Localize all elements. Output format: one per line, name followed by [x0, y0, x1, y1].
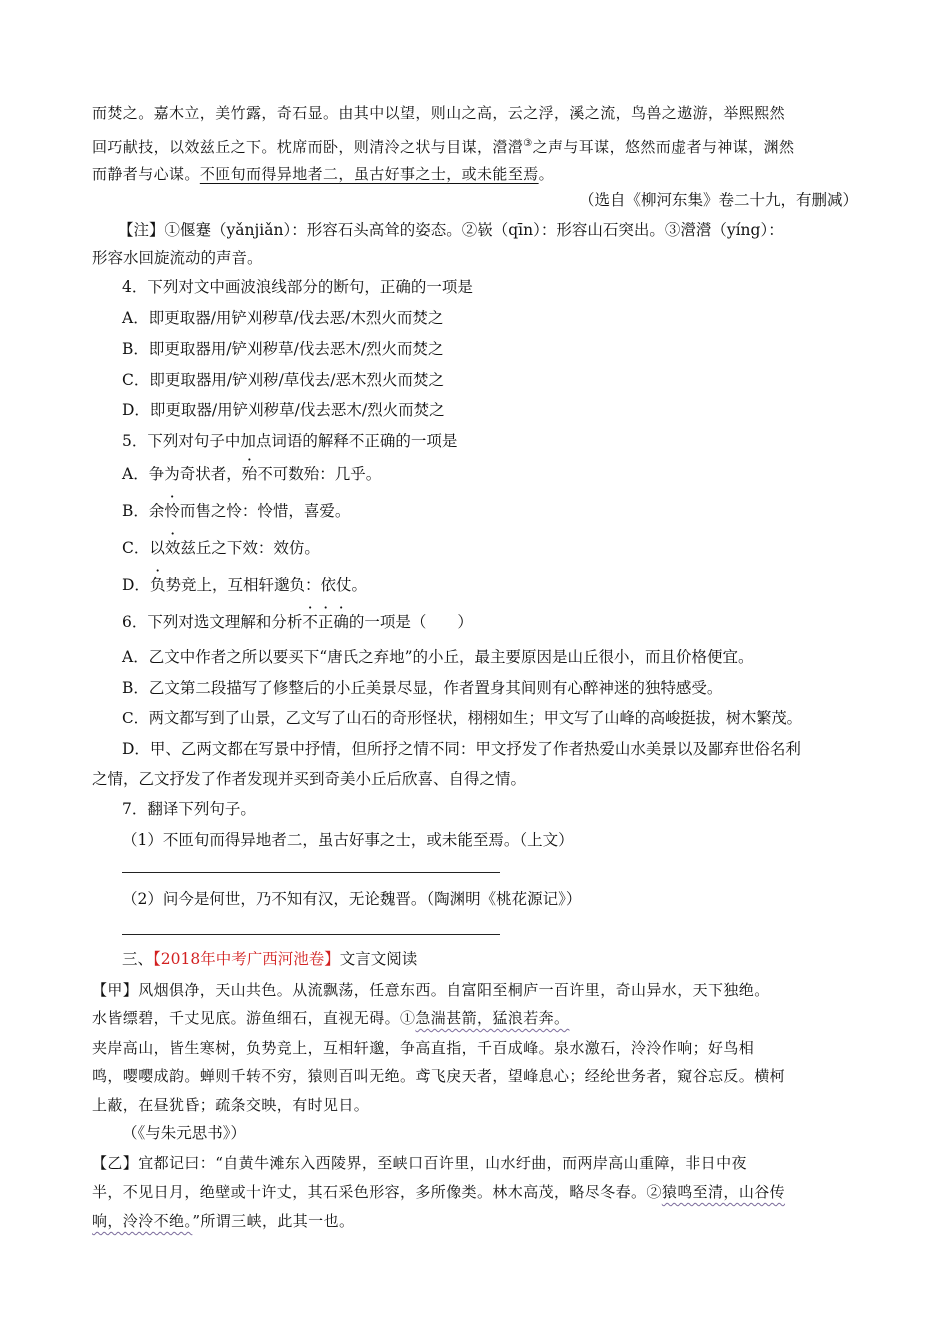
question-6-stem	[122, 612, 473, 632]
option-a: A．即更取器/用铲刈秽草/伐去恶/木烈火而焚之	[122, 309, 444, 327]
option-d: D．甲、乙两文都在写景中抒情，但所抒之情不同：甲文抒发了作者热爱山水美景以及鄙弃世俗名利	[122, 740, 801, 758]
passage-line: 【甲】风烟俱净，天山共色。从流飘荡，任意东西。自富阳至桐庐一百许里，奇山异水，天下独绝。	[92, 981, 770, 999]
option-text: D．	[122, 576, 150, 594]
passage-text: 水皆缥碧，千丈见底。游鱼细石，直视无碍。①	[92, 1009, 416, 1027]
dotted-word: 负	[149, 576, 166, 594]
passage-line: 而焚之。嘉木立，美竹露，奇石显。由其中以望，则山之高，云之浮，溪之流，鸟兽之遨游，举熙熙然	[92, 104, 786, 122]
passage-line: 上蔽，在昼犹昏；疏条交映，有时见日。	[92, 1096, 370, 1114]
passage-text: 回巧献技，以效兹丘之下。枕席而卧，则清泠之状与目谋，瀯瀯	[92, 138, 524, 156]
underlined-sentence: 不匝旬而得异地者二，虽古好事之士，或未能至焉	[199, 165, 539, 183]
passage-line: 鸣，嘤嘤成韵。蝉则千转不穷，猿则百叫无绝。鸢飞戾天者，望峰息心；经纶世务者，窥谷忘反。横柯	[92, 1067, 786, 1085]
option-c	[122, 538, 320, 558]
option-d-continued: 之情，乙文抒发了作者发现并买到奇美小丘后欣喜、自得之情。	[92, 770, 527, 788]
option-c: C．两文都写到了山景，乙文写了山石的奇形怪状，栩栩如生；甲文写了山峰的高峻挺拔，树木繁茂。	[122, 709, 802, 727]
option-d: D．即更取器/用铲刈秽草/伐去恶木/烈火而焚之	[122, 401, 445, 419]
note-line: 【注】①偃蹇（yǎnjiǎn）：形容石头高耸的姿态。②嵚（qīn）：形容山石突出。③瀯瀯（yíng）：	[118, 221, 784, 239]
answer-line-2[interactable]	[122, 934, 500, 935]
option-a: A．乙文中作者之所以要买下“唐氏之弃地”的小丘，最主要原因是山丘很小，而且价格便宜。	[122, 648, 754, 666]
passage-line	[92, 1211, 354, 1231]
passage-line	[92, 134, 794, 157]
source-tag: 【2018年中考广西河池卷】	[153, 950, 340, 968]
passage-text: 之声与耳谋，悠然而虚者与神谋，渊然	[532, 138, 795, 156]
dotted-word: 效	[164, 539, 181, 557]
passage-line	[92, 1008, 569, 1028]
footnote-marker: ③	[523, 138, 533, 149]
option-text: 势竞上，互相轩邈负：依仗。	[165, 576, 367, 594]
note-line: 形容水回旋流动的声音。	[92, 249, 263, 267]
option-text: 而售之怜：怜惜，喜爱。	[179, 502, 351, 520]
passage-text: 半，不见日月，绝壁或十许丈，其石采色形容，多所像类。林木高茂，略尽冬春。②	[92, 1183, 662, 1201]
option-text: 兹丘之下效：效仿。	[180, 539, 320, 557]
option-d	[122, 575, 367, 595]
passage-line	[92, 1182, 785, 1202]
answer-line-1[interactable]	[122, 872, 500, 873]
passage-line	[92, 164, 554, 184]
question-5-stem: 5．下列对句子中加点词语的解释不正确的一项是	[122, 432, 458, 450]
passage-text: 而静者与心谋。	[92, 165, 200, 183]
passage-line: 【乙】宜都记曰：“自黄牛滩东入西陵界，至峡口百许里，山水纡曲，而两岸高山重障，非日中夜	[92, 1154, 747, 1172]
passage-text: ”所谓三峡，此其一也。	[192, 1212, 355, 1230]
dotted-word: 确	[333, 613, 349, 631]
dotted-word: 怜	[164, 502, 180, 520]
passage-source: （选自《柳河东集》卷二十九，有删减）	[578, 191, 858, 209]
wavy-underlined-sentence: 猿鸣至清，山谷传	[661, 1183, 786, 1201]
option-b: B．即更取器用/铲刈秽草/伐去恶木/烈火而焚之	[122, 340, 444, 358]
question-7-stem: 7．翻译下列句子。	[122, 800, 256, 818]
option-b	[122, 501, 350, 521]
option-a	[122, 464, 381, 484]
option-text: B．余	[122, 502, 165, 520]
section-title: 文言文阅读	[339, 950, 418, 968]
section-number: 三、	[122, 950, 154, 968]
translate-sentence-2: （2）问今是何世，乃不知有汉，无论魏晋。（陶渊明《桃花源记》）	[122, 890, 582, 908]
option-text: A．争为奇状者，	[122, 465, 242, 483]
stem-text: 的一项是（ ）	[348, 613, 473, 631]
option-b: B．乙文第二段描写了修整后的小丘美景尽显，作者置身其间则有心醉神迷的独特感受。	[122, 679, 723, 697]
passage-line: 夹岸高山，皆生寒树，负势竞上，互相轩邈，争高直指，千百成峰。泉水激石，泠泠作响；好鸟相	[92, 1039, 755, 1057]
stem-text: 6．下列对选文理解和分析	[122, 613, 303, 631]
translate-sentence-1: （1）不匝旬而得异地者二，虽古好事之士，或未能至焉。（上文）	[122, 831, 574, 849]
dotted-word: 正	[317, 613, 334, 631]
option-text: C．以	[122, 539, 165, 557]
option-text: 不可数殆：几乎。	[257, 465, 382, 483]
wavy-underlined-sentence: 急湍甚箭，猛浪若奔。	[415, 1009, 570, 1027]
question-4-stem: 4．下列对文中画波浪线部分的断句，正确的一项是	[122, 278, 473, 296]
dotted-word: 不	[302, 613, 318, 631]
section-3-heading	[122, 949, 417, 969]
passage-source: （《与朱元思书》）	[122, 1124, 247, 1142]
option-c: C．即更取器用/铲刈秽/草伐去/恶木烈火而焚之	[122, 371, 445, 389]
dotted-word: 殆	[241, 465, 258, 483]
wavy-underlined-sentence: 响，泠泠不绝。	[92, 1212, 193, 1230]
passage-text: 。	[538, 165, 555, 183]
